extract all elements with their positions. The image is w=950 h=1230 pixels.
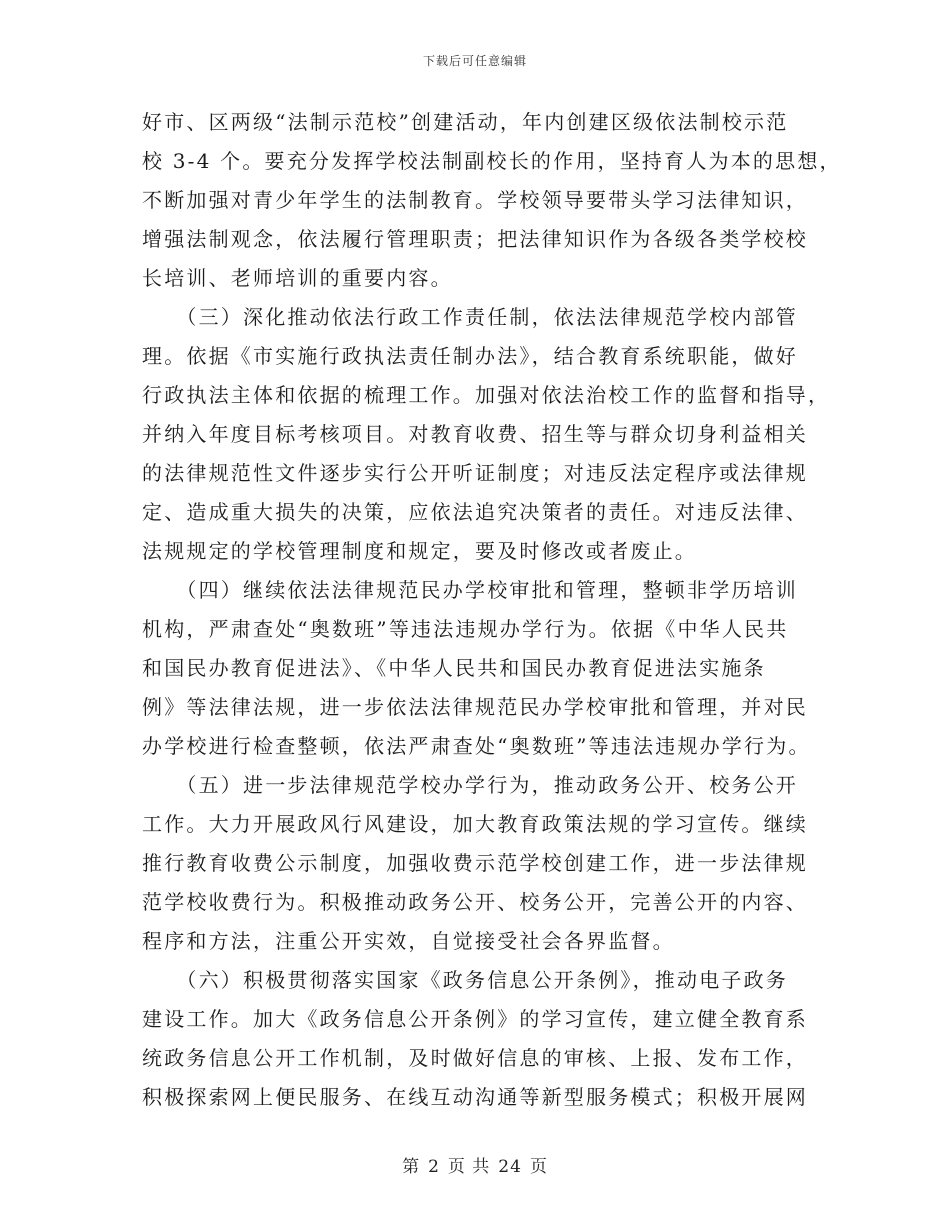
text-line: 长培训、老师培训的重要内容。 [142,266,453,290]
footer-middle: 页 共 [447,1157,491,1177]
text-line: 推行教育收费公示制度，加强收费示范学校创建工作，进一步法律规 [142,851,808,875]
footer-prefix: 第 [402,1157,421,1177]
text-line: 统政务信息公开工作机制，及时做好信息的审核、上报、发布工作， [142,1046,808,1070]
text-line: 办学校进行检查整顿，依法严肃查处“奥数班”等违法违规办学行为。 [142,734,811,758]
text-line: 的法律规范性文件逐步实行公开听证制度；对违反法定程序或法律规 [142,461,808,485]
text-line: 增强法制观念，依法履行管理职责；把法律知识作为各级各类学校校 [142,227,808,251]
page-header-note: 下载后可任意编辑 [422,54,527,68]
paragraph-6-start: （六）积极贯彻落实国家《政务信息公开条例》，推动电子政务 [142,968,788,992]
text-line: 范学校收费行为。积极推动政务公开、校务公开，完善公开的内容、 [142,890,808,914]
current-page-number: 2 [428,1157,440,1177]
text-line: 和国民办教育促进法》、《中华人民共和国民办教育促进法实施条 [142,656,766,680]
text-line: 好市、区两级“法制示范校”创建活动，年内创建区级依法制校示范 [142,110,789,134]
text-line: 程序和方法，注重公开实效，自觉接受社会各界监督。 [142,929,675,953]
paragraph-5-start: （五）进一步法律规范学校办学行为，推动政务公开、校务公开 [142,773,798,797]
text-line: 行政执法主体和依据的梳理工作。加强对依法治校工作的监督和指导， [142,383,831,407]
text-line: 机构，严肃查处“奥数班”等违法违规办学行为。依据《中华人民共 [142,617,789,641]
total-pages-number: 24 [498,1157,522,1177]
text-line: 建设工作。加大《政务信息公开条例》的学习宣传，建立健全教育系 [142,1007,808,1031]
text-line: 校 3-4 个。要充分发挥学校法制副校长的作用，坚持育人为本的思想， [142,149,842,173]
text-line: 理。依据《市实施行政执法责任制办法》，结合教育系统职能，做好 [142,344,798,368]
page-footer [0,1152,950,1177]
text-line: 例》等法律法规，进一步依法法律规范民办学校审批和管理，并对民 [142,695,808,719]
text-line: 不断加强对青少年学生的法制教育。学校领导要带头学习法律知识， [142,188,808,212]
document-body [142,103,842,1117]
paragraph-3-start: （三）深化推动依法行政工作责任制，依法法律规范学校内部管 [142,305,798,329]
text-line: 法规规定的学校管理制度和规定，要及时修改或者废止。 [142,539,697,563]
paragraph-4-start: （四）继续依法法律规范民办学校审批和管理，整顿非学历培训 [142,578,798,602]
text-line: 并纳入年度目标考核项目。对教育收费、招生等与群众切身利益相关 [142,422,808,446]
text-line: 工作。大力开展政风行风建设，加大教育政策法规的学习宣传。继续 [142,812,808,836]
text-line: 积极探索网上便民服务、在线互动沟通等新型服务模式；积极开展网 [142,1085,808,1109]
footer-suffix: 页 [529,1157,548,1177]
text-line: 定、造成重大损失的决策，应依法追究决策者的责任。对违反法律、 [142,500,808,524]
